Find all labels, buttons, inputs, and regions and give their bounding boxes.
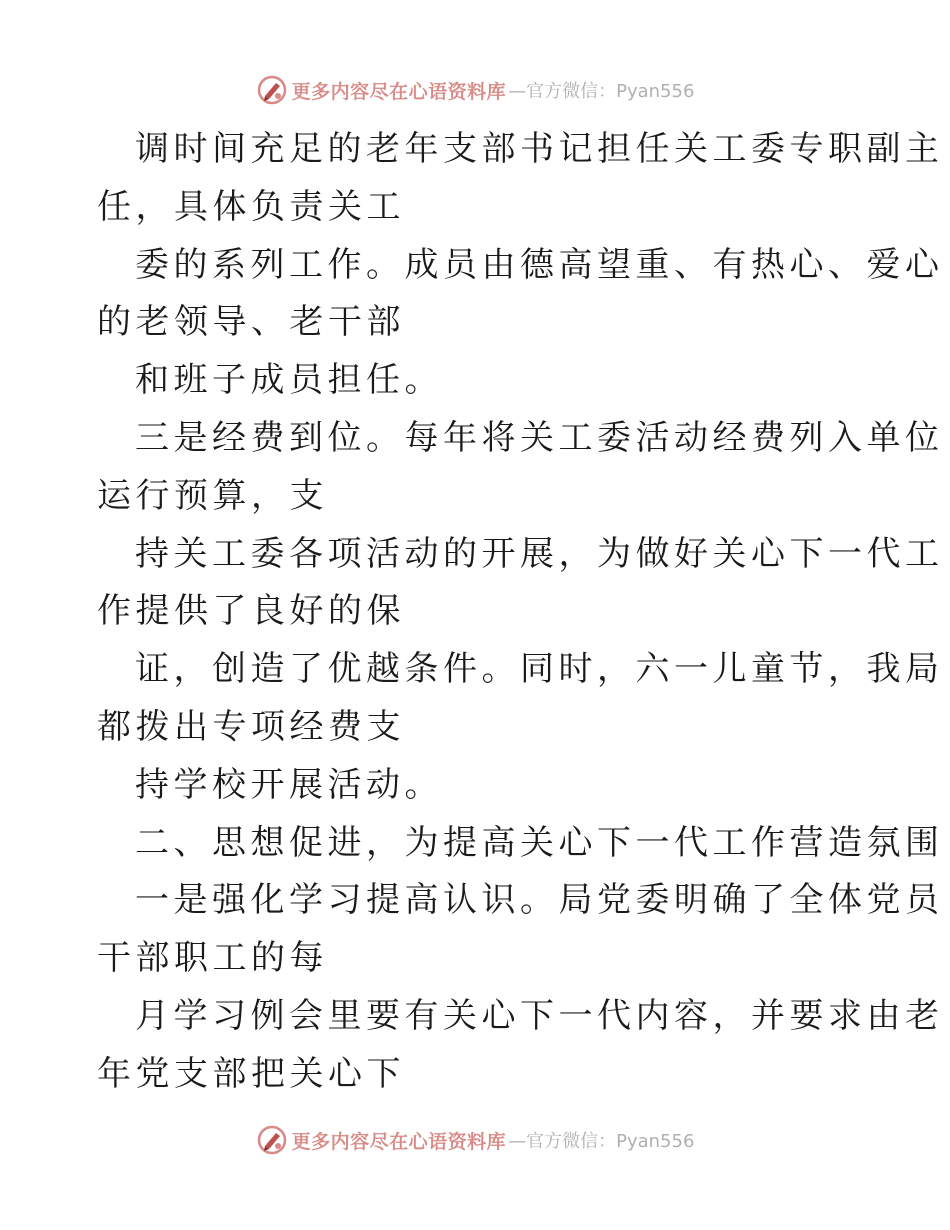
footer-watermark	[0, 1120, 950, 1160]
text-line: 作提供了良好的保	[97, 591, 405, 632]
text-line: 干部职工的每	[97, 938, 328, 979]
text-line: 持学校开展活动。	[135, 764, 443, 805]
text-line: 调时间充足的老年支部书记担任关工委专职副主	[135, 129, 944, 169]
footer-wechat-text: —官方微信：Pyan556	[508, 1131, 695, 1152]
text-line: 月学习例会里要有关心下一代内容，并要求由老	[135, 995, 944, 1036]
text-line: 委的系列工作。成员由德高望重、有热心、爱心	[135, 244, 944, 285]
text-line: 和班子成员担任。	[135, 360, 443, 401]
section-heading: 二、思想促进，为提高关心下一代工作营造氛围	[135, 822, 944, 863]
header-wechat-text: —官方微信：Pyan556	[508, 81, 695, 102]
text-line: 三是经费到位。每年将关工委活动经费列入单位	[135, 417, 944, 458]
text-line: 证，创造了优越条件。同时，六一儿童节，我局	[135, 649, 944, 690]
document-body	[97, 121, 944, 1104]
text-line: 持关工委各项活动的开展，为做好关心下一代工	[135, 533, 944, 574]
text-line: 年党支部把关心下	[97, 1053, 405, 1094]
header-watermark-text: 更多内容尽在心语资料库	[291, 80, 507, 103]
text-line: 一是强化学习提高认识。局党委明确了全体党员	[135, 880, 944, 921]
footer-watermark-text: 更多内容尽在心语资料库	[291, 1130, 507, 1153]
text-line: 任，具体负责关工	[97, 186, 405, 227]
pen-seal-icon	[256, 74, 288, 106]
pen-seal-icon	[256, 1124, 288, 1156]
text-line: 运行预算，支	[97, 475, 328, 516]
header-watermark	[0, 70, 950, 110]
text-line: 的老领导、老干部	[97, 302, 405, 343]
text-line: 都拨出专项经费支	[97, 706, 405, 747]
